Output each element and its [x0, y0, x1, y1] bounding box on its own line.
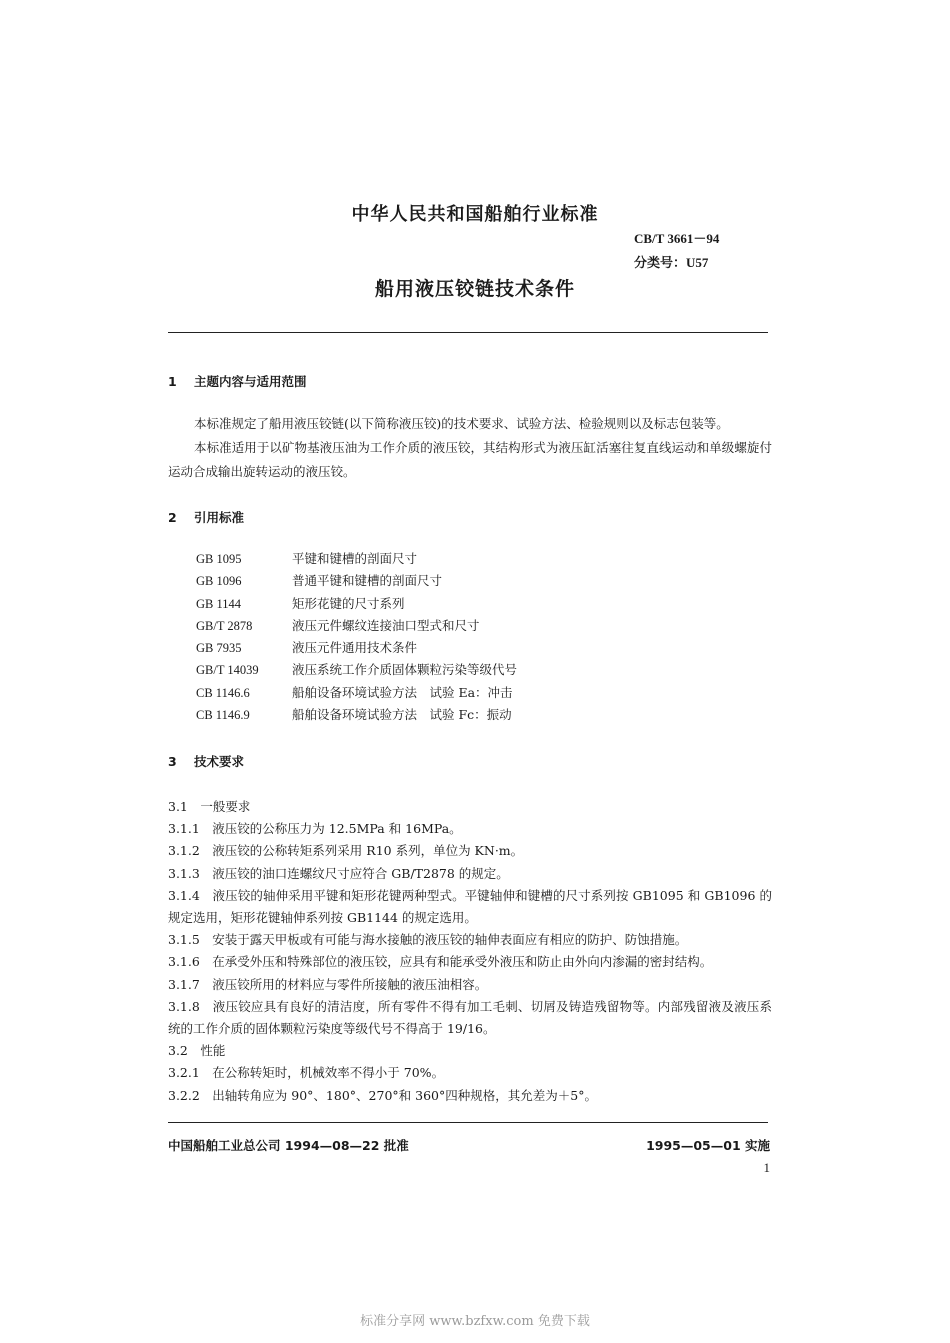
- clause: 3.1.3 液压铰的油口连螺纹尺寸应符合 GB/T2878 的规定。: [168, 865, 509, 881]
- section-3-heading: [168, 752, 244, 770]
- section-title: 技术要求: [194, 754, 245, 769]
- reference-item: [196, 593, 517, 615]
- section-1-body: [168, 412, 772, 484]
- technical-requirements: [168, 796, 772, 1107]
- reference-item: [196, 682, 517, 704]
- bottom-divider: [168, 1122, 768, 1123]
- reference-item: [196, 570, 517, 592]
- clause: 3.1.7 液压铰所用的材料应与零件所接触的液压油相容。: [168, 976, 488, 992]
- reference-title: 平键和键槽的剖面尺寸: [292, 551, 418, 566]
- classification-code: 分类号：U57: [634, 255, 709, 270]
- clause: 3.2.2 出轴转角应为 90°、180°、270°和 360°四种规格，其允差为＋5°。: [168, 1087, 597, 1103]
- clause: 3.1.4 液压铰的轴伸采用平键和矩形花键两种型式。平键轴伸和键槽的尺寸系列按 GB1095 和 GB1096 的规定选用，矩形花键轴伸系列按 GB1144 的规定选用。: [168, 887, 772, 926]
- reference-title: 液压元件通用技术条件: [292, 640, 418, 656]
- top-divider: [168, 332, 768, 333]
- paragraph: 本标准适用于以矿物基液压油为工作介质的液压铰，其结构形式为液压缸活塞往复直线运动和单级螺旋付运动合成输出旋转运动的液压铰。: [168, 440, 772, 479]
- reference-item: [196, 704, 517, 726]
- reference-code: GB 1095: [196, 552, 242, 566]
- reference-title: 液压系统工作介质固体颗粒污染等级代号: [292, 662, 518, 678]
- approval-line: 中国船舶工业总公司 1994—08—22 批准: [168, 1138, 409, 1153]
- section-1-heading: [168, 372, 307, 390]
- reference-title: 船舶设备环境试验方法 试验 Fc：振动: [292, 707, 512, 723]
- section-number: 1: [168, 374, 177, 389]
- reference-list: [196, 548, 517, 726]
- watermark-text: 标准分享网 www.bzfxw.com 免费下载: [360, 1314, 590, 1329]
- section-title: 引用标准: [194, 510, 245, 525]
- paragraph: 本标准规定了船用液压铰链(以下简称液压铰)的技术要求、试验方法、检验规则以及标志包装等。: [194, 416, 729, 431]
- reference-item: [196, 637, 517, 659]
- page-number: 1: [763, 1160, 770, 1175]
- reference-title: 普通平键和键槽的剖面尺寸: [292, 573, 443, 589]
- reference-code: CB 1146.6: [196, 685, 250, 700]
- effective-date: 1995—05—01 实施: [646, 1138, 770, 1153]
- document-title: 船用液压铰链技术条件: [374, 278, 575, 300]
- reference-code: GB 1144: [196, 596, 242, 611]
- reference-code: GB 1096: [196, 574, 242, 589]
- reference-title: 矩形花键的尺寸系列: [292, 595, 405, 611]
- section-title: 主题内容与适用范围: [194, 374, 307, 389]
- section-2-heading: [168, 508, 244, 526]
- reference-code: GB/T 14039: [196, 663, 259, 678]
- reference-item: [196, 548, 517, 570]
- clause: 3.1.2 液压铰的公称转矩系列采用 R10 系列，单位为 KN·m。: [168, 843, 524, 859]
- reference-item: [196, 659, 517, 681]
- clause: 3.1.1 液压铰的公称压力为 12.5MPa 和 16MPa。: [168, 821, 462, 837]
- clause: 3.2.1 在公称转矩时，机械效率不得小于 70%。: [168, 1065, 445, 1081]
- reference-code: CB 1146.9: [196, 708, 250, 723]
- section-number: 3: [168, 754, 177, 769]
- clause: 3.2 性能: [168, 1043, 226, 1059]
- clause: 3.1.8 液压铰应具有良好的清洁度，所有零件不得有加工毛刺、切屑及铸造残留物等。内部残留液及液压系统的工作介质的固体颗粒污染度等级代号不得高于 19/16。: [168, 998, 772, 1037]
- reference-title: 船舶设备环境试验方法 试验 Ea：冲击: [292, 684, 513, 700]
- standard-org-header: 中华人民共和国船舶行业标准: [351, 204, 599, 225]
- section-number: 2: [168, 510, 177, 525]
- clause: 3.1.6 在承受外压和特殊部位的液压铰，应具有和能承受外液压和防止由外向内渗漏的密封结构。: [168, 954, 713, 970]
- reference-item: [196, 615, 517, 637]
- reference-title: 液压元件螺纹连接油口型式和尺寸: [292, 617, 480, 633]
- clause: 3.1 一般要求: [168, 799, 251, 814]
- clause: 3.1.5 安装于露天甲板或有可能与海水接触的液压铰的轴伸表面应有相应的防护、防蚀措施。: [168, 932, 688, 948]
- reference-code: GB 7935: [196, 641, 242, 656]
- reference-code: GB/T 2878: [196, 618, 253, 633]
- standard-code: CB/T 3661－94: [634, 231, 720, 246]
